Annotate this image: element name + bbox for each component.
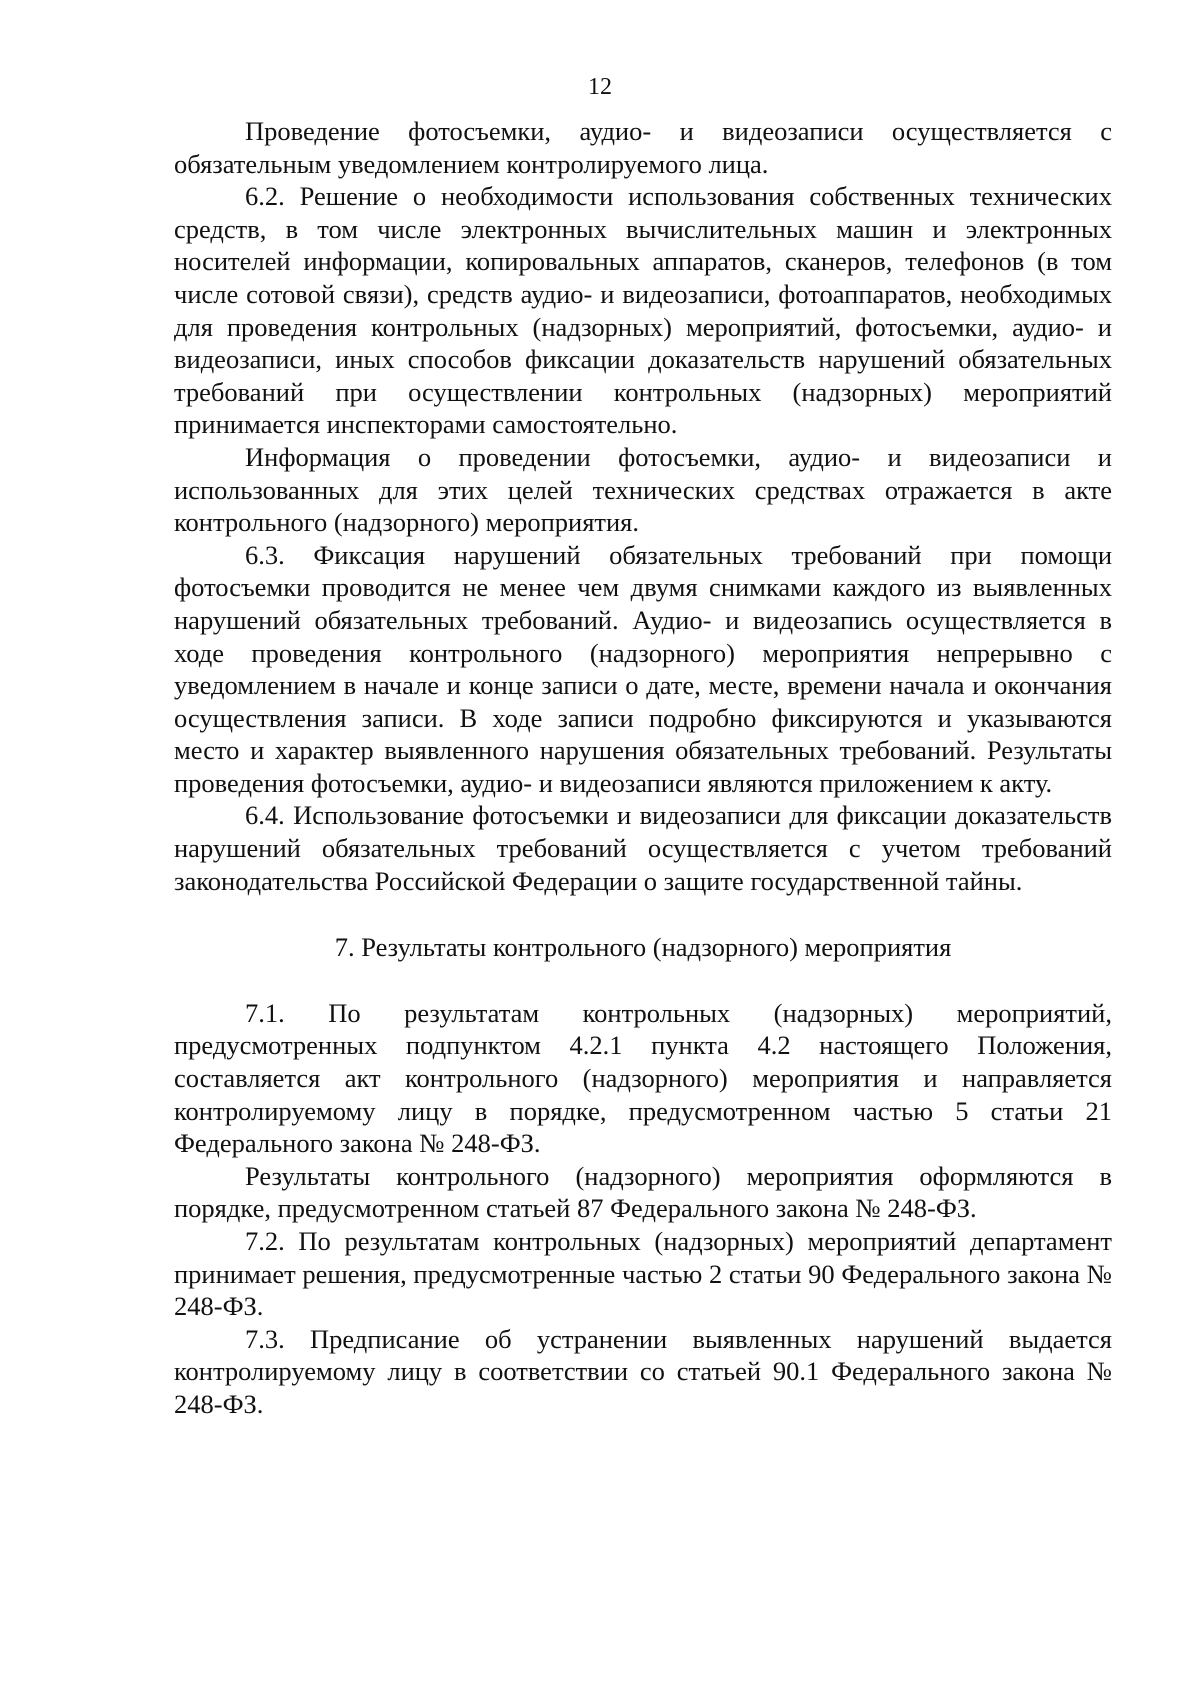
- paragraph-7-3: 7.3. Предписание об устранении выявленных нарушений выдается контролируемому лицу в соответствии со статьей 90.1 Федерального закона № 248-ФЗ.: [174, 1323, 1112, 1419]
- paragraph-photo-notification: Проведение фотосъемки, аудио- и видеозаписи осуществляется с обязательным уведомлением контролируемого лица.: [174, 116, 1112, 179]
- paragraph-results-formalization: Результаты контрольного (надзорного) мероприятия оформляются в порядке, предусмотренном статьей 87 Федерального закона № 248-ФЗ.: [174, 1160, 1112, 1224]
- page-number: 12: [588, 74, 612, 100]
- paragraph-7-2: 7.2. По результатам контрольных (надзорных) мероприятий департамент принимает решения, предусмотренные частью 2 статьи 90 Федерального закона № 248-ФЗ.: [174, 1226, 1112, 1322]
- paragraph-6-4: 6.4. Использование фотосъемки и видеозаписи для фиксации доказательств нарушений обязательных требований осуществляется с учетом требований законодательства Российской Федерации о защите государственной тайны.: [174, 800, 1112, 896]
- section-7-heading: 7. Результаты контрольного (надзорного) мероприятия: [334, 932, 952, 963]
- paragraph-7-1: 7.1. По результатам контрольных (надзорных) мероприятий, предусмотренных подпунктом 4.2.1 пункта 4.2 настоящего Положения, составляется акт контрольного (надзорного) мероприятия и направляется контролируемому лицу в порядке, предусмотренном частью 5 статьи 21 Федерального закона № 248-ФЗ.: [174, 997, 1112, 1159]
- document-body: [174, 115, 1112, 1421]
- paragraph-6-3: 6.3. Фиксация нарушений обязательных требований при помощи фотосъемки проводится не менее чем двумя снимками каждого из выявленных нарушений обязательных требований. Аудио- и видеозапись осуществляется в ходе проведения контрольного (надзорного) мероприятия непрерывно с уведомлением в начале и конце записи о дате, месте, времени начала и окончания осуществления записи. В ходе записи подробно фиксируются и указываются место и характер выявленного нарушения обязательных требований. Результаты проведения фотосъемки, аудио- и видеозаписи являются приложением к акту.: [174, 539, 1112, 798]
- paragraph-6-2: 6.2. Решение о необходимости использования собственных технических средств, в том числе электронных вычислительных машин и электронных носителей информации, копировальных аппаратов, сканеров, телефонов (в том числе сотовой связи), средств аудио- и видеозаписи, фотоаппаратов, необходимых для проведения контрольных (надзорных) мероприятий, фотосъемки, аудио- и видеозаписи, иных способов фиксации доказательств нарушений обязательных требований при осуществлении контрольных (надзорных) мероприятий принимается инспекторами самостоятельно.: [174, 181, 1112, 440]
- paragraph-recording-info: Информация о проведении фотосъемки, аудио- и видеозаписи и использованных для этих целей технических средствах отражается в акте контрольного (надзорного) мероприятия.: [174, 441, 1112, 538]
